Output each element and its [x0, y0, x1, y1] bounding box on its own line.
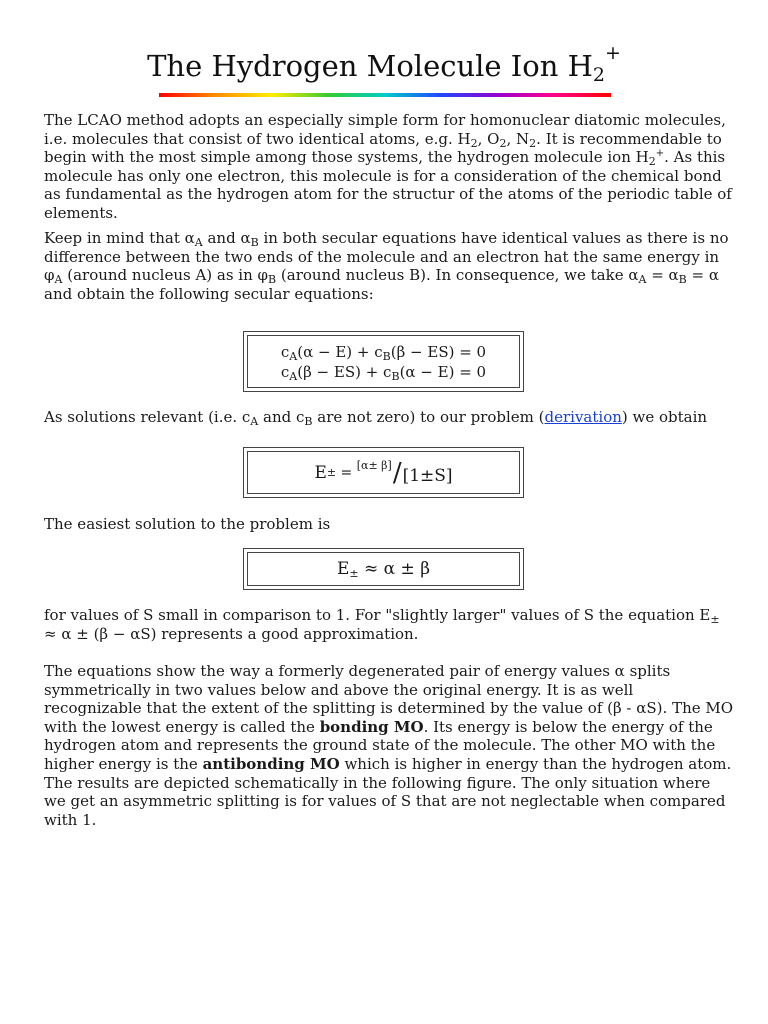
paragraph-splitting: The equations show the way a formerly degenerated pair of energy values α splits symmetrically in two values below and above the original energy. It is as well recognizable that the extent of the splitting is determined by the value of (β - αS). The MO with the lowest energy is called the bonding MO. Its energy is below the energy of the hydrogen atom and represents the ground state of the molecule. The other MO with the higher energy is the antibonding MO which is higher in energy than the hydrogen atom. The results are depicted schematically in the following figure. The only situation where we get an asymmetric splitting is for values of S that are not neglectable when compared with 1. [44, 662, 734, 829]
secular-equation-2: $c_A(\beta - ES) + c_B(\alpha - E) = 0$ [280, 362, 487, 383]
paragraph-small-s: for values of S small in comparison to 1. For "slightly larger" values of S the equation $E_\pm \approx \alpha \pm (\beta - \alpha S)$ represents a good approximation. [44, 606, 720, 643]
energy-fraction-equation: E ± = [α± β] / [1±S] [314, 457, 453, 488]
approximation-equation-box [243, 548, 524, 590]
title-rainbow-divider [159, 93, 611, 97]
secular-equation-1: $c_A(\alpha - E) + c_B(\beta - ES) = 0$ [280, 342, 487, 363]
derivation-link[interactable]: derivation [544, 408, 622, 426]
energy-equation-box [243, 447, 524, 498]
paragraph-easiest: The easiest solution to the problem is [44, 515, 331, 533]
paragraph-secular: Keep in mind that $\alpha_A$ and $\alpha_B$ in both secular equations have identical values as there is no difference between the two ends of the molecule and an electron hat the same energy in $\varphi_A$ (around nucleus A) as in $\varphi_B$ (around nucleus B). In consequence, we take $\alpha_A = \alpha_B = \alpha$ and obtain the following secular equations: [44, 229, 729, 303]
approximation-equation: $E_\pm \approx \alpha \pm \beta$ [336, 559, 431, 580]
secular-equations-box [243, 331, 524, 392]
paragraph-intro: The LCAO method adopts an especially simple form for homonuclear diatomic molecules, i.e. molecules that consist of two identical atoms, e.g. $H_2$, $O_2$, $N_2$. It is recommendable to begin with the most simple among those systems, the hydrogen molecule ion $H_2^+$. As this molecule has only one electron, this molecule is for a consideration of the chemical bond as fundamental as the hydrogen atom for the structur of the atoms of the periodic table of elements. [44, 111, 732, 222]
paragraph-solutions: As solutions relevant (i.e. $c_A$ and $c_B$ are not zero) to our problem (derivation) we obtain [44, 408, 708, 428]
page-title: The Hydrogen Molecule Ion $H_2^+$ [147, 42, 621, 86]
